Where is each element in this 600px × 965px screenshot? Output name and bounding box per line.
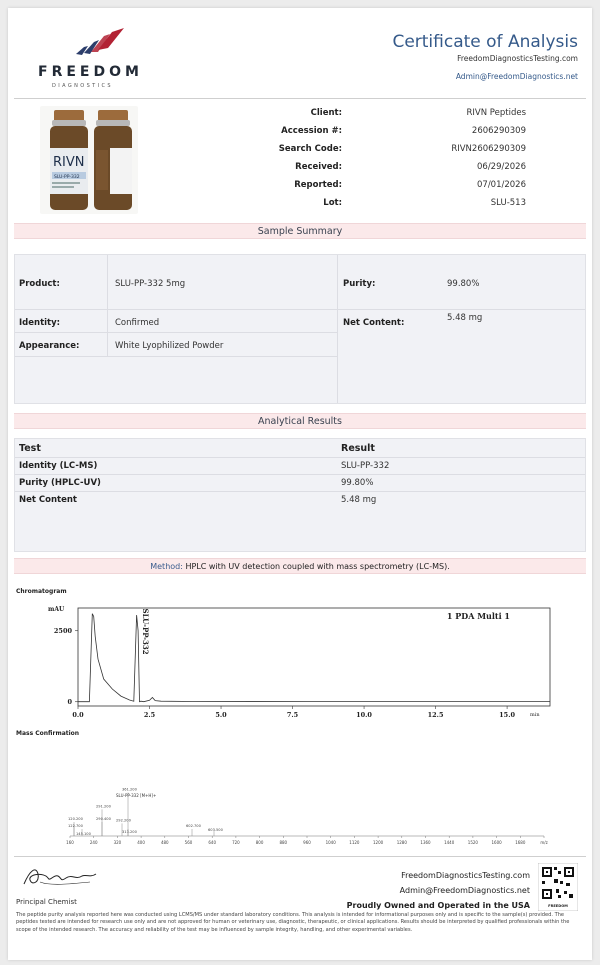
- x-tick-label: 1520: [467, 840, 478, 845]
- x-tick-label: 880: [279, 840, 288, 845]
- purity-value: 99.80%: [447, 279, 480, 289]
- test-result: SLU-PP-332: [341, 461, 390, 471]
- signature-title: Principal Chemist: [16, 898, 77, 906]
- col-test: Test: [19, 443, 41, 454]
- method-band: [14, 558, 586, 574]
- info-row-lot: [158, 198, 578, 216]
- info-value: 2606290309: [471, 126, 526, 136]
- x-tick-label: 400: [137, 840, 145, 845]
- x-tick-label: 800: [255, 840, 264, 845]
- y-tick-label: 0: [67, 698, 72, 707]
- net-content-value: 5.48 mg: [447, 313, 483, 323]
- x-tick-label: 7.5: [286, 711, 299, 718]
- product-photo: [40, 106, 138, 214]
- method-label: Method:: [150, 562, 183, 571]
- peak-label: 290.400: [96, 817, 111, 821]
- footer-tagline: Proudly Owned and Operated in the USA: [346, 901, 530, 910]
- peak-label: 602.700: [186, 824, 201, 828]
- x-tick-label: 240: [89, 840, 98, 845]
- company-logo: [38, 26, 148, 96]
- x-tick-label: 1120: [349, 840, 360, 845]
- x-tick-label: 160: [66, 840, 74, 845]
- x-tick-label: 1680: [515, 840, 526, 845]
- analytical-results-table: [14, 438, 586, 552]
- test-name: Purity (HPLC-UV): [19, 478, 101, 488]
- product-value: SLU-PP-332 5mg: [115, 279, 186, 289]
- test-name: Net Content: [19, 495, 77, 505]
- test-result: 99.80%: [341, 478, 374, 488]
- purity-label: Purity:: [343, 279, 376, 289]
- x-tick-label: 5.0: [215, 711, 227, 718]
- test-name: Identity (LC-MS): [19, 461, 98, 471]
- peak-label: 145.100: [76, 832, 91, 836]
- x-tick-label: 0.0: [72, 711, 84, 718]
- x-tick-label: 12.5: [427, 711, 444, 718]
- table-row: [15, 457, 585, 474]
- ion-label: SLU-PP-332 [M+H]+: [116, 793, 157, 798]
- summary-rule: [337, 309, 585, 310]
- footer-contact: [347, 868, 530, 913]
- chromatogram-chart: [18, 594, 578, 718]
- footer-website[interactable]: FreedomDiagnosticsTesting.com: [401, 871, 530, 880]
- y-tick-label: 2500: [53, 627, 72, 636]
- info-label: Received:: [295, 162, 342, 172]
- y-axis-unit: mAU: [48, 606, 65, 613]
- peak-label: 122.700: [68, 823, 83, 828]
- info-label: Accession #:: [281, 126, 342, 136]
- certificate-page: [8, 8, 592, 960]
- info-row-client: [158, 108, 578, 126]
- x-tick-label: 1040: [325, 840, 336, 845]
- x-tick-label: 1600: [491, 840, 502, 845]
- x-tick-label: 560: [184, 840, 193, 845]
- peak-label: 291.200: [96, 804, 111, 809]
- logo-word: FREEDOM: [38, 64, 143, 80]
- x-tick-label: 1360: [420, 840, 431, 845]
- summary-rule: [15, 356, 337, 357]
- mass-confirmation-label: Mass Confirmation: [16, 730, 80, 737]
- x-tick-label: 1200: [373, 840, 384, 845]
- chromatogram-label: Chromatogram: [16, 588, 67, 595]
- info-value: SLU-513: [490, 198, 526, 208]
- sample-summary-heading: Sample Summary: [14, 223, 586, 239]
- x-tick-label: 480: [160, 840, 169, 845]
- peak-label: 313.200: [122, 830, 137, 834]
- col-result: Result: [341, 443, 375, 454]
- x-tick-label: 960: [303, 840, 311, 845]
- appearance-label: Appearance:: [19, 341, 80, 351]
- product-label: Product:: [19, 279, 60, 289]
- info-label: Client:: [310, 108, 342, 118]
- test-result: 5.48 mg: [341, 495, 377, 505]
- disclaimer-text: The peptide purity analysis reported here was conducted using LCMS/MS under standard laboratory conditions. This analysis is intended for informational purposes only and is specific to the sample(s) provided. The peptides tested are intended for research use only and are not approved for human or veterinary use, diagnostic, therapeutic, or clinical applications. Results should be interpreted by qualified professionals within the scope of the intended research. The accuracy and reliability of the test may be influenced by sample integrity, handling, and other experimental variables.: [16, 912, 570, 933]
- x-tick-label: 2.5: [143, 711, 156, 718]
- identity-value: Confirmed: [115, 318, 160, 328]
- peak-label: 292.200: [116, 818, 131, 823]
- x-tick-label: 15.0: [499, 711, 516, 718]
- info-value: 07/01/2026: [477, 180, 526, 190]
- detector-label: 1 PDA Multi 1: [446, 611, 510, 621]
- info-label: Search Code:: [278, 144, 342, 154]
- mass-spectrum-chart: [18, 740, 578, 850]
- info-row-reported: [158, 180, 578, 198]
- flag-icon: [38, 26, 148, 62]
- header: [8, 8, 592, 100]
- qr-code-icon[interactable]: [538, 863, 578, 911]
- info-row-search-code: [158, 144, 578, 162]
- identity-label: Identity:: [19, 318, 61, 328]
- summary-rule: [15, 332, 337, 333]
- peak-label: 120.200: [68, 817, 83, 821]
- x-tick-label: 1280: [396, 840, 407, 845]
- info-value: RIVN Peptides: [466, 108, 526, 118]
- sample-summary-panel: [14, 254, 586, 404]
- x-tick-label: 640: [208, 840, 217, 845]
- logo-subtitle: DIAGNOSTICS: [52, 83, 113, 89]
- x-tick-label: 720: [232, 840, 240, 845]
- info-label: Lot:: [323, 198, 342, 208]
- footer-divider: [14, 856, 586, 857]
- x-tick-label: 1440: [444, 840, 455, 845]
- table-row: [15, 491, 585, 508]
- appearance-value: White Lyophilized Powder: [115, 341, 224, 351]
- peak-annotation: SLU-PP-332: [141, 608, 151, 655]
- summary-divider: [107, 255, 108, 356]
- qr-caption: FREEDOM: [548, 904, 568, 908]
- table-row: [15, 474, 585, 491]
- net-content-label: Net Content:: [343, 318, 405, 328]
- info-row-accession: [158, 126, 578, 144]
- vial-brand: RIVN: [53, 155, 85, 170]
- peak-label: 361.200: [122, 787, 137, 792]
- header-divider: [14, 98, 586, 99]
- analytical-results-heading: Analytical Results: [14, 413, 586, 429]
- info-label: Reported:: [294, 180, 342, 190]
- footer-email[interactable]: Admin@FreedomDiagnostics.net: [399, 886, 530, 895]
- info-value: RIVN2606290309: [451, 144, 526, 154]
- header-email[interactable]: Admin@FreedomDiagnostics.net: [455, 72, 578, 81]
- signature: [20, 862, 100, 892]
- vial-product: SLU-PP-332: [54, 175, 80, 180]
- method-text: HPLC with UV detection coupled with mass spectrometry (LC-MS).: [185, 562, 450, 571]
- summary-rule: [15, 309, 337, 310]
- info-value: 06/29/2026: [477, 162, 526, 172]
- x-axis-unit: min: [530, 712, 540, 718]
- page-title: Certificate of Analysis: [392, 32, 578, 52]
- header-website[interactable]: FreedomDiagnosticsTesting.com: [457, 54, 578, 63]
- x-tick-label: m/z: [540, 840, 548, 845]
- x-tick-label: 10.0: [356, 711, 372, 718]
- info-row-received: [158, 162, 578, 180]
- client-info: [158, 108, 578, 216]
- x-tick-label: 320: [113, 840, 122, 845]
- summary-divider: [337, 255, 338, 403]
- peak-label: 603.500: [208, 828, 223, 833]
